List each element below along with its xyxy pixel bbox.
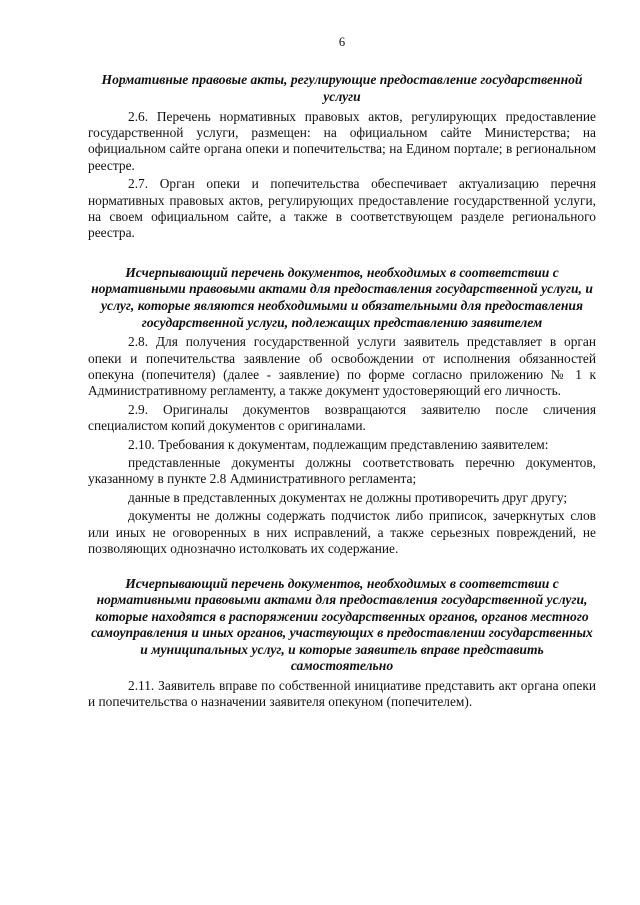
section-heading: Исчерпывающий перечень документов, необходимых в соответствии с нормативными правовыми актами для предоставления государственной услуги, и услуг, которые являются необходимыми и обязательными для предоставления государственной услуги, подлежащих представлению заявителем (91, 264, 593, 330)
paragraph-2-9: 2.9. Оригиналы документов возвращаются заявителю после сличения специалистом копий документов с оригиналами. (88, 401, 596, 434)
paragraph-2-11: 2.11. Заявитель вправе по собственной инициативе представить акт органа опеки и попечительства о назначении заявителя опекуном (попечителем). (88, 678, 596, 710)
section-heading: Исчерпывающий перечень документов, необходимых в соответствии с нормативными правовыми актами для предоставления государственной услуги, которые находятся в распоряжении государственных органов, органов местного самоуправления и иных органов, участвующих в предоставлении государственных и муниципальных услуг, и которые заявитель вправе представить самостоятельно (91, 575, 593, 674)
paragraph-2-10: 2.10. Требования к документам, подлежащим представлению заявителем: (128, 436, 549, 452)
paragraph-2-6: 2.6. Перечень нормативных правовых актов, регулирующих предоставление государственной услуги, размещен: на официальном сайте Министерства; на официальном сайте органа опеки и попечительства; на Едином портале; в региональном реестре. (88, 108, 596, 173)
paragraph-2-7: 2.7. Орган опеки и попечительства обеспечивает актуализацию перечня нормативных правовых актов, регулирующих предоставление государственной услуги, на своем официальном сайте, а также в соответствующем разделе регионального реестра. (88, 176, 596, 241)
page-number: 6 (338, 35, 346, 49)
paragraph-2-8: 2.8. Для получения государственной услуги заявитель представляет в орган опеки и попечительства заявление об освобождении от исполнения обязанностей опекуна (попечителя) (далее - заявление) по форме согласно приложению № 1 к Административному регламенту, а также документ удостоверяющий его личность. (88, 334, 596, 399)
requirement-item: представленные документы должны соответствовать перечню документов, указанному в пункте 2.8 Административного регламента; (88, 455, 596, 487)
requirement-item: документы не должны содержать подчисток либо приписок, зачеркнутых слов или иных не оговоренных в них исправлений, а также серьезных повреждений, не позволяющих однозначно истолковать их содержание. (88, 508, 596, 557)
section-optional-documents (88, 576, 596, 711)
section-heading: Нормативные правовые акты, регулирующие предоставление государственной услуги (101, 72, 583, 104)
section-legal-acts (88, 72, 596, 241)
section-required-documents (88, 265, 596, 558)
requirement-item: данные в представленных документах не должны противоречить друг другу; (128, 489, 568, 505)
